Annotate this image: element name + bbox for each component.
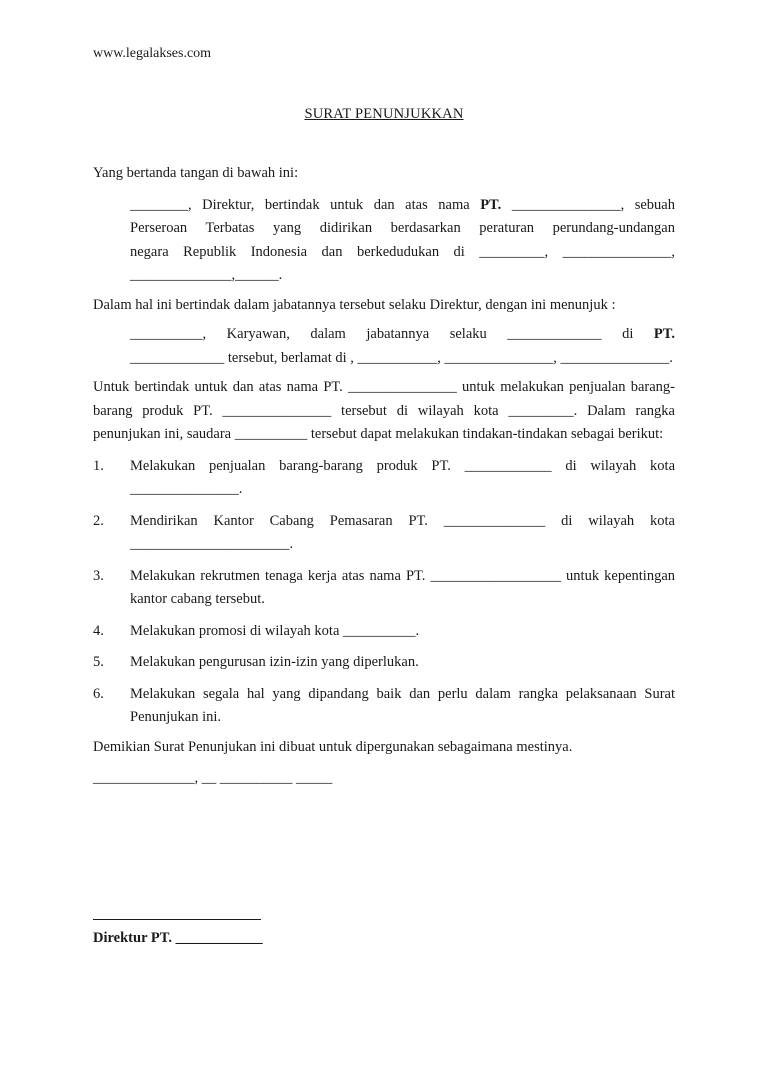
first-party-line-2: Perseroan Terbatas yang didirikan berdasarkan peraturan perundang-undangan: [130, 220, 675, 236]
closing-paragraph: Demikian Surat Penunjukan ini dibuat untuk dipergunakan sebagaimana mestinya.: [93, 738, 573, 755]
first-party-block: [130, 194, 675, 288]
list-item-text: Melakukan pengurusan izin-izin yang diperlukan.: [130, 654, 419, 670]
second-party-block: [130, 323, 675, 370]
list-item-number: 1.: [93, 457, 104, 474]
list-item: [93, 510, 675, 557]
second-party-line-1: __________, Karyawan, dalam jabatannya selaku _____________ di PT.: [130, 326, 675, 342]
place-date-line: ______________, __ __________ _____: [93, 770, 333, 786]
list-item-text: Melakukan penjualan barang-barang produk PT. ____________ di wilayah kota _______________.: [130, 457, 675, 497]
list-item-number: 5.: [93, 654, 104, 670]
signature-block: [93, 905, 263, 949]
action-list: [93, 455, 675, 730]
capacity-paragraph: Dalam hal ini bertindak dalam jabatannya tersebut selaku Direktur, dengan ini menunjuk :: [93, 296, 616, 313]
list-item-text: Melakukan rekrutmen tenaga kerja atas nama PT. __________________ untuk kepentingan kantor cabang tersebut.: [130, 567, 675, 607]
list-item-number: 2.: [93, 512, 104, 529]
list-item-number: 3.: [93, 567, 104, 584]
list-item: [93, 651, 675, 675]
document-body: [93, 162, 675, 791]
list-item: [93, 683, 675, 730]
list-item-text: Melakukan promosi di wilayah kota __________.: [130, 622, 420, 639]
list-item-number: 6.: [93, 685, 104, 702]
document-title: SURAT PENUNJUKKAN: [304, 106, 464, 122]
first-party-line-1: ________, Direktur, bertindak untuk dan atas nama PT. _______________, sebuah: [130, 196, 675, 213]
first-party-line-4: ______________,______.: [130, 267, 283, 283]
second-party-line-2: _____________ tersebut, berlamat di , ___________, _______________, _______________.: [130, 349, 673, 366]
opening-line: Yang bertanda tangan di bawah ini:: [93, 165, 299, 181]
signature-line: [93, 905, 261, 920]
purpose-paragraph: Untuk bertindak untuk dan atas nama PT. _______________ untuk melakukan penjualan barang-barang produk PT. _______________ tersebut di wilayah kota _________. Dalam rangka penunjukan ini, saudara __________ tersebut dapat melakukan tindakan-tindakan sebagai berikut:: [93, 379, 675, 442]
website-url: www.legalakses.com: [93, 46, 212, 61]
list-item: [93, 620, 675, 644]
list-item-text: Mendirikan Kantor Cabang Pemasaran PT. ______________ di wilayah kota ______________________.: [130, 512, 675, 552]
first-party-line-3: negara Republik Indonesia dan berkedudukan di _________, _______________,: [130, 243, 675, 260]
list-item: [93, 565, 675, 612]
signature-title: Direktur PT. ____________: [93, 930, 263, 946]
list-item-number: 4.: [93, 622, 104, 639]
list-item: [93, 455, 675, 502]
list-item-text: Melakukan segala hal yang dipandang baik dan perlu dalam rangka pelaksanaan Surat Penunjukan ini.: [130, 685, 675, 725]
